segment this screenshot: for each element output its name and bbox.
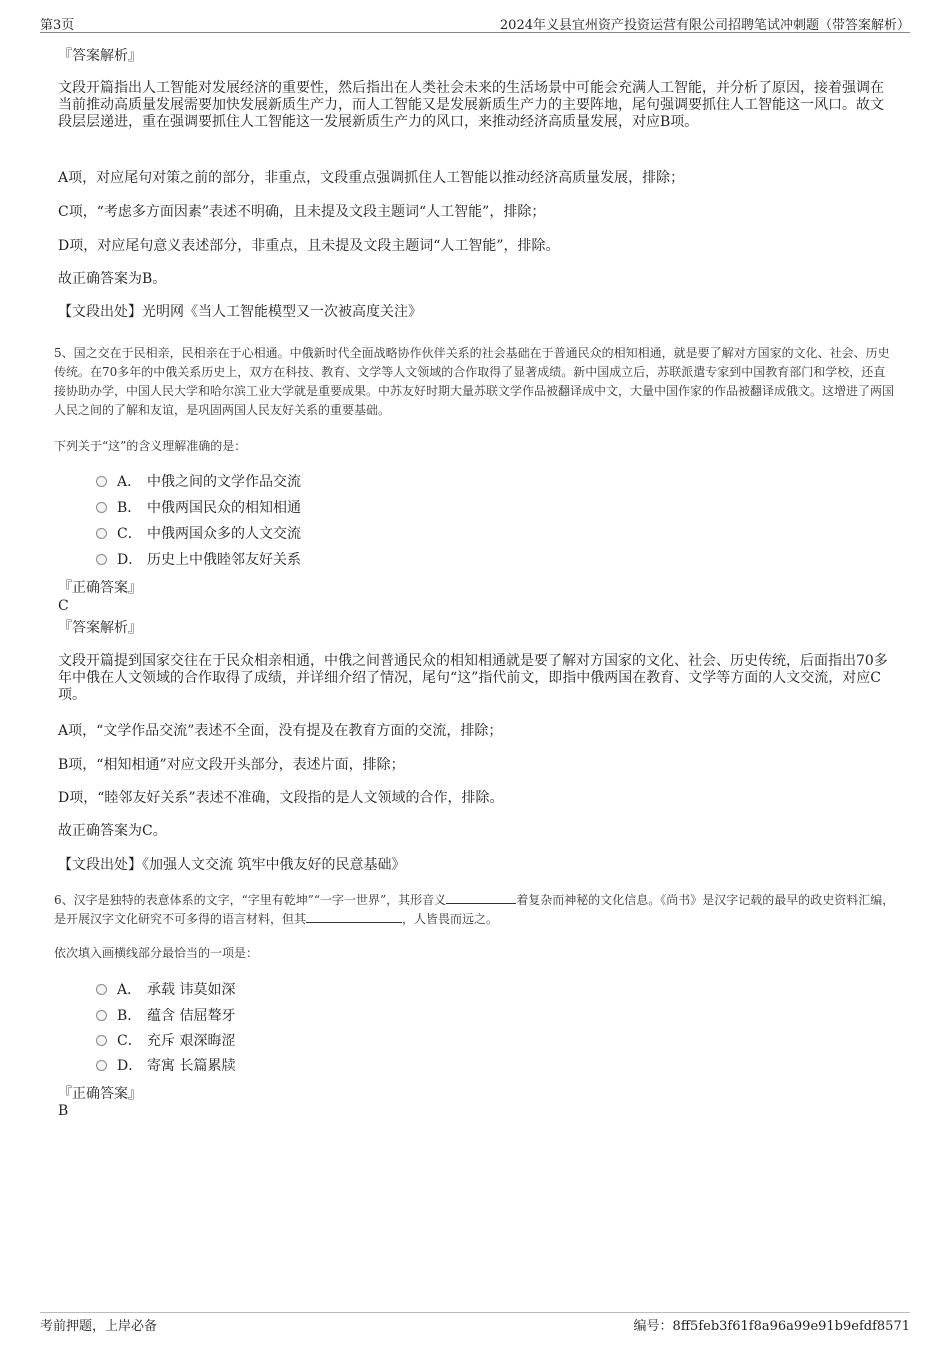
q4-option-a-analysis: A项，对应尾句对策之前的部分，非重点，文段重点强调抓住人工智能以推动经济高质量发展，排除； (58, 170, 685, 186)
fill-blank-2[interactable] (306, 910, 402, 923)
q5-correct-answer: C (58, 598, 69, 614)
q5-conclusion: 故正确答案为C。 (58, 823, 167, 839)
q5-analysis-label: 『答案解析』 (58, 620, 142, 636)
q4-source: 【文段出处】光明网《当人工智能模型又一次被高度关注》 (58, 304, 422, 320)
radio-icon[interactable] (96, 1060, 107, 1071)
radio-icon[interactable] (96, 1010, 107, 1021)
q5-analysis-text: 文段开篇提到国家交往在于民众相亲相通，中俄之间普通民众的相知相通就是要了解对方国家的文化、社会、历史传统，后面指出70多年中俄在人文领域的合作取得了成绩，并详细介绍了情况，尾句“这”指代前文，即指中俄两国在教育、文学等方面的人文交流，对应C项。 (58, 653, 888, 703)
radio-icon[interactable] (96, 1035, 107, 1046)
q5-question: 下列关于“这”的含义理解准确的是： (54, 439, 247, 453)
document-id: 编号：8ff5feb3f61f8a96a99e91b9efdf8571 (633, 1319, 910, 1334)
q6-option-d[interactable]: D． 寄寓 长篇累牍 (96, 1057, 235, 1075)
fill-blank-1[interactable] (446, 891, 516, 904)
footer-slogan: 考前押题，上岸必备 (40, 1319, 158, 1334)
q5-source: 【文段出处】《加强人文交流 筑牢中俄友好的民意基础》 (58, 857, 406, 873)
radio-icon[interactable] (96, 502, 107, 513)
q5-option-a[interactable]: A． 中俄之间的文学作品交流 (96, 473, 301, 491)
q6-option-c[interactable]: C． 充斥 艰深晦涩 (96, 1032, 235, 1050)
document-title: 2024年义县宜州资产投资运营有限公司招聘笔试冲刺题（带答案解析） (499, 18, 910, 33)
q6-option-a[interactable]: A． 承载 讳莫如深 (96, 981, 235, 999)
q4-conclusion: 故正确答案为B。 (58, 271, 167, 287)
page-number: 第3页 (40, 18, 75, 33)
q4-analysis-text: 文段开篇指出人工智能对发展经济的重要性，然后指出在人类社会未来的生活场景中可能会充满人工智能，并分析了原因，接着强调在当前推动高质量发展需要加快发展新质生产力，而人工智能又是发展新质生产力的主要阵地，尾句强调要抓住人工智能这一风口。故文段层层递进，重在强调要抓住人工智能这一发展新质生产力的风口，来推动经济高质量发展，对应B项。 (58, 80, 884, 130)
q5-option-c[interactable]: C． 中俄两国众多的人文交流 (96, 525, 301, 543)
q6-stem: 6、汉字是独特的表意体系的文字，“字里有乾坤”“一字一世界”，其形音义 着复杂而神秘的文化信息。《尚书》是汉字记载的最早的政史资料汇编，是开展汉字文化研究不可多得的语言材料，但其 ，人皆畏而远之。 (54, 893, 895, 926)
q6-correct-answer: B (58, 1103, 69, 1119)
q4-analysis-label: 『答案解析』 (58, 48, 142, 64)
page-footer (40, 1312, 910, 1335)
q5-option-d-analysis: D项，“睦邻友好关系”表述不准确，文段指的是人文领域的合作，排除。 (58, 790, 504, 806)
q5-option-b-analysis: B项，“相知相通”对应文段开头部分，表述片面，排除； (58, 757, 405, 773)
q6-correct-label: 『正确答案』 (58, 1086, 142, 1102)
radio-icon[interactable] (96, 984, 107, 995)
radio-icon[interactable] (96, 476, 107, 487)
q5-stem: 5、国之交在于民相亲，民相亲在于心相通。中俄新时代全面战略协作伙伴关系的社会基础在于普通民众的相知相通，就是要了解对方国家的文化、社会、历史传统。在70多年的中俄关系历史上，双方在科技、教育、文学等人文领域的合作取得了显著成绩。新中国成立后，苏联派遣专家到中国教育部门和学校，还直接协助办学，中国人民大学和哈尔滨工业大学就是重要成果。中苏友好时期大量苏联文学作品被翻译成中文，大量中国作家的作品被翻译成俄文。这增进了两国人民之间的了解和友谊，是巩固两国人民友好关系的重要基础。 (54, 346, 895, 417)
q5-option-a-analysis: A项，“文学作品交流”表述不全面，没有提及在教育方面的交流，排除； (58, 723, 503, 739)
q5-option-d[interactable]: D． 历史上中俄睦邻友好关系 (96, 551, 301, 569)
q4-option-c-analysis: C项，“考虑多方面因素”表述不明确，且未提及文段主题词“人工智能”，排除； (58, 204, 546, 220)
q6-option-b[interactable]: B． 蕴含 佶屈聱牙 (96, 1007, 235, 1025)
page-header (40, 14, 910, 33)
q5-option-b[interactable]: B． 中俄两国民众的相知相通 (96, 499, 301, 517)
radio-icon[interactable] (96, 528, 107, 539)
q6-question: 依次填入画横线部分最恰当的一项是： (54, 946, 259, 960)
q4-option-d-analysis: D项，对应尾句意义表述部分，非重点，且未提及文段主题词“人工智能”，排除。 (58, 238, 560, 254)
q5-correct-label: 『正确答案』 (58, 580, 142, 596)
radio-icon[interactable] (96, 554, 107, 565)
